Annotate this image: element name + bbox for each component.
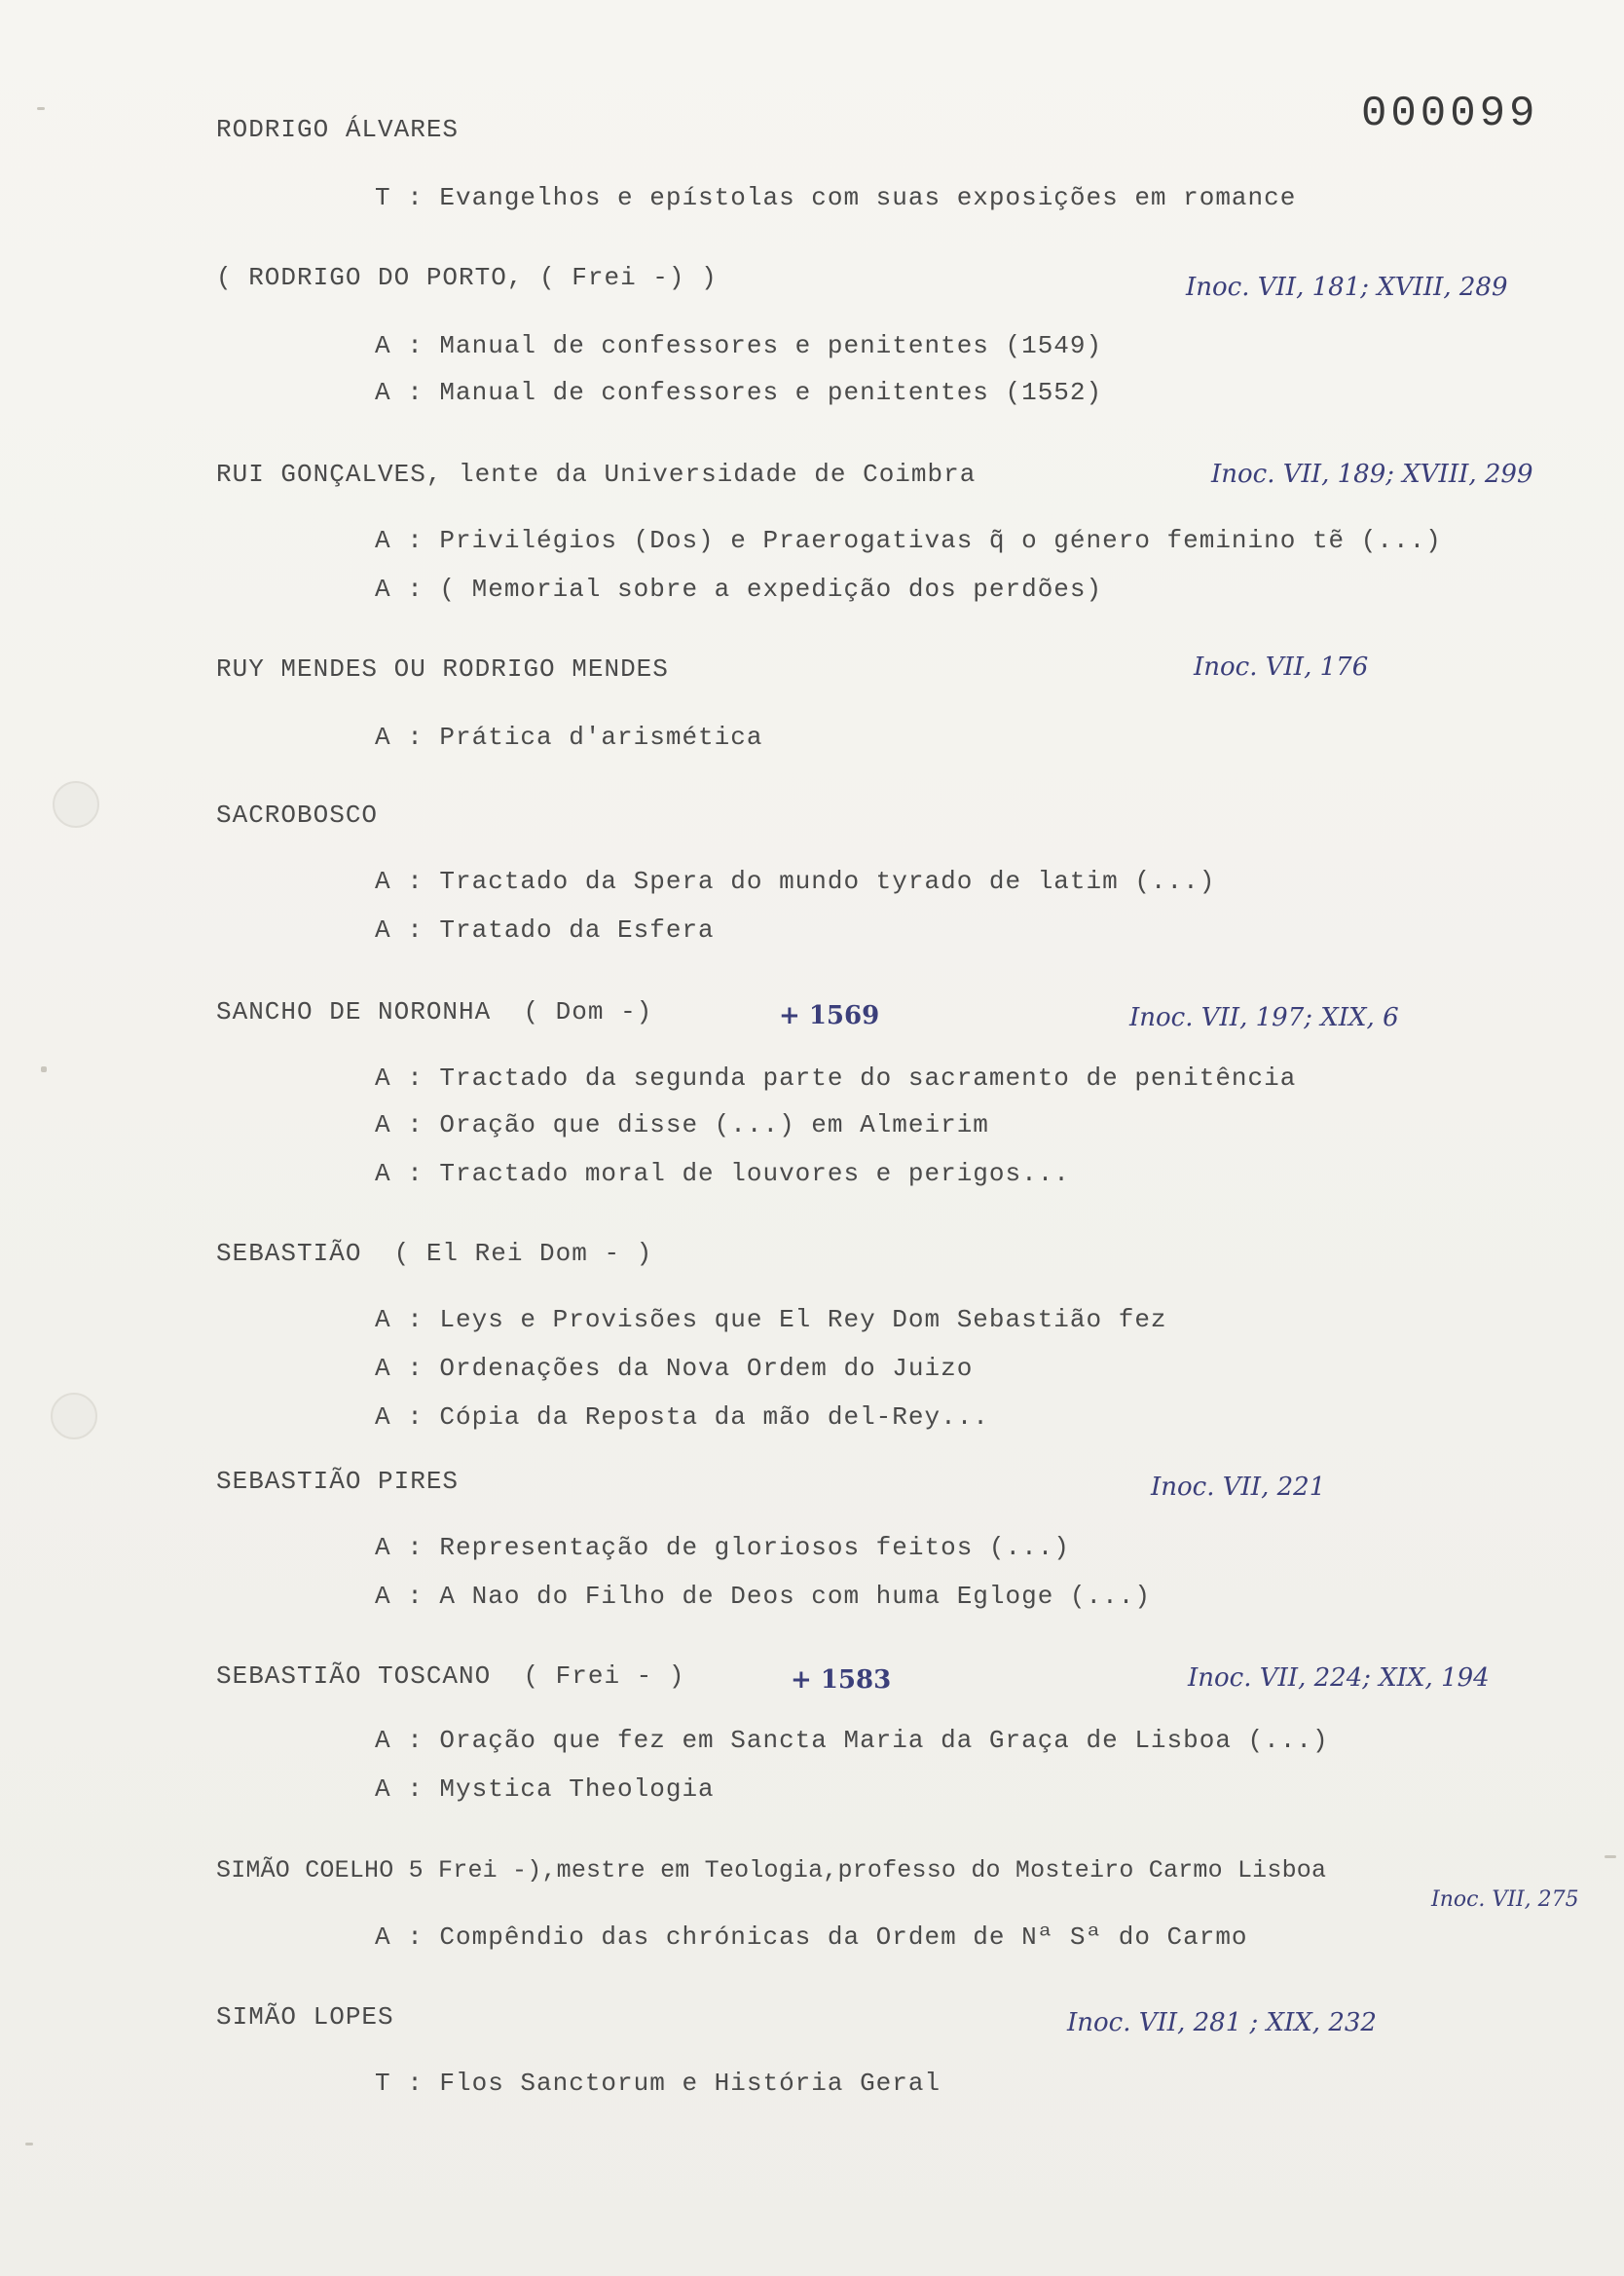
punch-hole: [53, 781, 99, 828]
entry-title: A : Oração que disse (...) em Almeirim: [375, 1110, 989, 1139]
entry-author: SIMÃO COELHO 5 Frei -),mestre em Teologia,professo do Mosteiro Carmo Lisboa: [216, 1856, 1327, 1884]
entry-title: A : Cópia da Reposta da mão del-Rey...: [375, 1402, 989, 1432]
entry-author: ( RODRIGO DO PORTO, ( Frei -) ): [216, 263, 718, 292]
entry-title: A : Oração que fez em Sancta Maria da Graça de Lisboa (...): [375, 1726, 1329, 1755]
entry-title: A : Manual de confessores e penitentes (1549): [375, 331, 1103, 360]
entry-title: A : Tractado da segunda parte do sacramento de penitência: [375, 1063, 1297, 1093]
document-number: 000099: [1361, 90, 1539, 138]
entry-title: A : Tratado da Esfera: [375, 915, 715, 945]
entry-title: A : Representação de gloriosos feitos (...): [375, 1533, 1070, 1562]
entry-title: A : ( Memorial sobre a expedição dos perdões): [375, 575, 1103, 604]
handwritten-reference: Inoc. VII, 197; XIX, 6: [1129, 1003, 1399, 1032]
entry-author: SIMÃO LOPES: [216, 2002, 394, 2032]
handwritten-reference: Inoc. VII, 221: [1151, 1473, 1326, 1502]
handwritten-reference: Inoc. VII, 281 ; XIX, 232: [1067, 2008, 1377, 2037]
entry-title: A : Ordenações da Nova Ordem do Juizo: [375, 1354, 974, 1383]
margin-speck: [25, 2143, 33, 2145]
handwritten-reference: Inoc. VII, 189; XVIII, 299: [1211, 460, 1533, 489]
entry-author: RUY MENDES OU RODRIGO MENDES: [216, 654, 669, 684]
handwritten-reference: Inoc. VII, 224; XIX, 194: [1188, 1663, 1490, 1693]
margin-speck: [1605, 1855, 1616, 1858]
entry-author: SANCHO DE NORONHA ( Dom -): [216, 997, 653, 1026]
entry-title: A : Privilégios (Dos) e Praerogativas q̃ o género feminino tẽ (...): [375, 526, 1442, 555]
entry-title: T : Evangelhos e epístolas com suas exposições em romance: [375, 183, 1297, 212]
margin-speck: [41, 1066, 47, 1072]
margin-speck: [37, 107, 45, 110]
entry-author: SEBASTIÃO PIRES: [216, 1467, 460, 1496]
handwritten-reference: Inoc. VII, 176: [1194, 653, 1369, 682]
entry-title: T : Flos Sanctorum e História Geral: [375, 2069, 941, 2098]
entry-author: SACROBOSCO: [216, 801, 379, 830]
entry-author: RODRIGO ÁLVARES: [216, 115, 460, 144]
entry-title: A : Leys e Provisões que El Rey Dom Sebastião fez: [375, 1305, 1167, 1334]
death-year: + 1569: [779, 1001, 880, 1030]
handwritten-reference: Inoc. VII, 275: [1431, 1887, 1579, 1912]
death-year: + 1583: [791, 1665, 892, 1695]
handwritten-reference: Inoc. VII, 181; XVIII, 289: [1186, 273, 1508, 302]
entry-title: A : A Nao do Filho de Deos com huma Egloge (...): [375, 1582, 1151, 1611]
entry-author: SEBASTIÃO TOSCANO ( Frei - ): [216, 1661, 685, 1691]
entry-title: A : Tractado da Spera do mundo tyrado de latim (...): [375, 867, 1216, 896]
entry-title: A : Manual de confessores e penitentes (1552): [375, 378, 1103, 407]
entry-title: A : Mystica Theologia: [375, 1774, 715, 1804]
entry-author: SEBASTIÃO ( El Rei Dom - ): [216, 1239, 653, 1268]
entry-title: A : Prática d'arismética: [375, 723, 763, 752]
entry-title: A : Tractado moral de louvores e perigos...: [375, 1159, 1070, 1188]
punch-hole: [51, 1393, 97, 1439]
entry-author: RUI GONÇALVES, lente da Universidade de Coimbra: [216, 460, 977, 489]
entry-title: A : Compêndio das chrónicas da Ordem de Nª Sª do Carmo: [375, 1922, 1248, 1952]
